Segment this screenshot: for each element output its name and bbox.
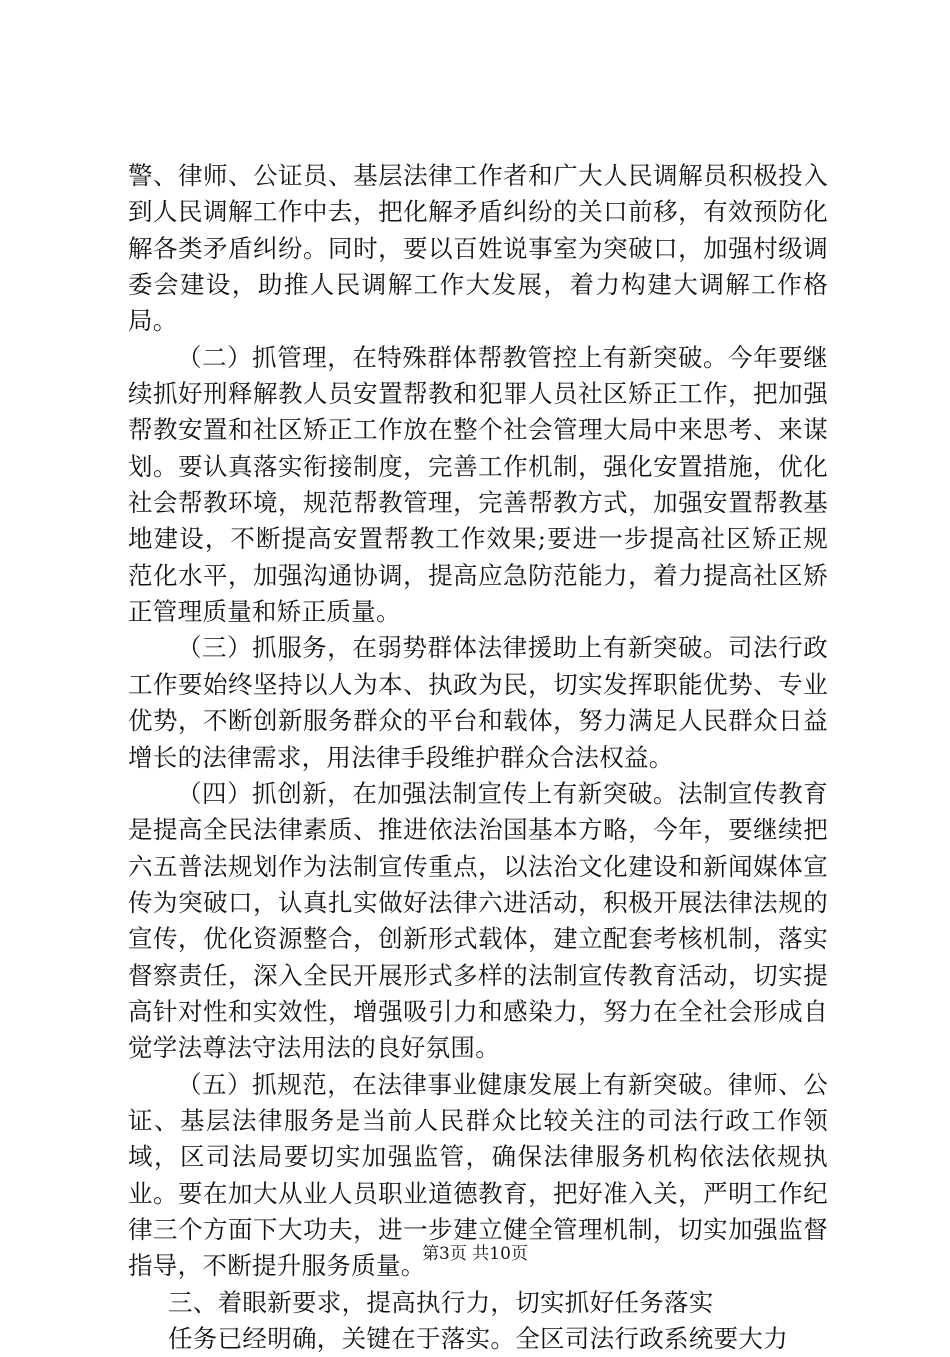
paragraph-section-5: （五）抓规范，在法律事业健康发展上有新突破。律师、公证、基层法律服务是当前人民群众比较关注的司法行政工作领域，区司法局要切实加强监管，确保法律服务机构依法依规执业。要在加大从业人员职业道德教育，把好准入关，严明工作纪律三个方面下大功夫，进一步建立健全管理机制，切实加强监督指导，不断提升服务质量。	[128, 1069, 828, 1281]
paragraph-continuation: 警、律师、公证员、基层法律工作者和广大人民调解员积极投入到人民调解工作中去，把化解矛盾纠纷的关口前移，有效预防化解各类矛盾纠纷。同时，要以百姓说事室为突破口，加强村级调委会建设，助推人民调解工作大发展，着力构建大调解工作格局。	[128, 161, 828, 336]
paragraph-section-3: （三）抓服务，在弱势群体法律援助上有新突破。司法行政工作要始终坚持以人为本、执政为民，切实发挥职能优势、专业优势，不断创新服务群众的平台和载体，努力满足人民群众日益增长的法律需求，用法律手段维护群众合法权益。	[128, 633, 828, 772]
paragraph-section-4: （四）抓创新，在加强法制宣传上有新突破。法制宣传教育是提高全民法律素质、推进依法治国基本方略，今年，要继续把六五普法规划作为法制宣传重点，以法治文化建设和新闻媒体宣传为突破口，认真扎实做好法律六进活动，积极开展法律法规的宣传，优化资源整合，创新形式载体，建立配套考核机制，落实督察责任，深入全民开展形式多样的法制宣传教育活动，切实提高针对性和实效性，增强吸引力和感染力，努力在全社会形成自觉学法尊法守法用法的良好氛围。	[128, 778, 828, 1063]
paragraph-implementation: 任务已经明确，关键在于落实。全区司法行政系统要大力	[168, 1324, 788, 1353]
document-body	[128, 158, 828, 1357]
section-heading-3: 三、着眼新要求，提高执行力，切实抓好任务落实	[168, 1287, 714, 1317]
paragraph-section-2: （二）抓管理，在特殊群体帮教管控上有新突破。今年要继续抓好刑释解教人员安置帮教和犯罪人员社区矫正工作，把加强帮教安置和社区矫正工作放在整个社会管理大局中来思考、来谋划。要认真落实衔接制度，完善工作机制，强化安置措施，优化社会帮教环境，规范帮教管理，完善帮教方式，加强安置帮教基地建设，不断提高安置帮教工作效果;要进一步提高社区矫正规范化水平，加强沟通协调，提高应急防范能力，着力提高社区矫正管理质量和矫正质量。	[128, 342, 828, 627]
page-number-footer: 第3页 共10页	[422, 1244, 528, 1264]
